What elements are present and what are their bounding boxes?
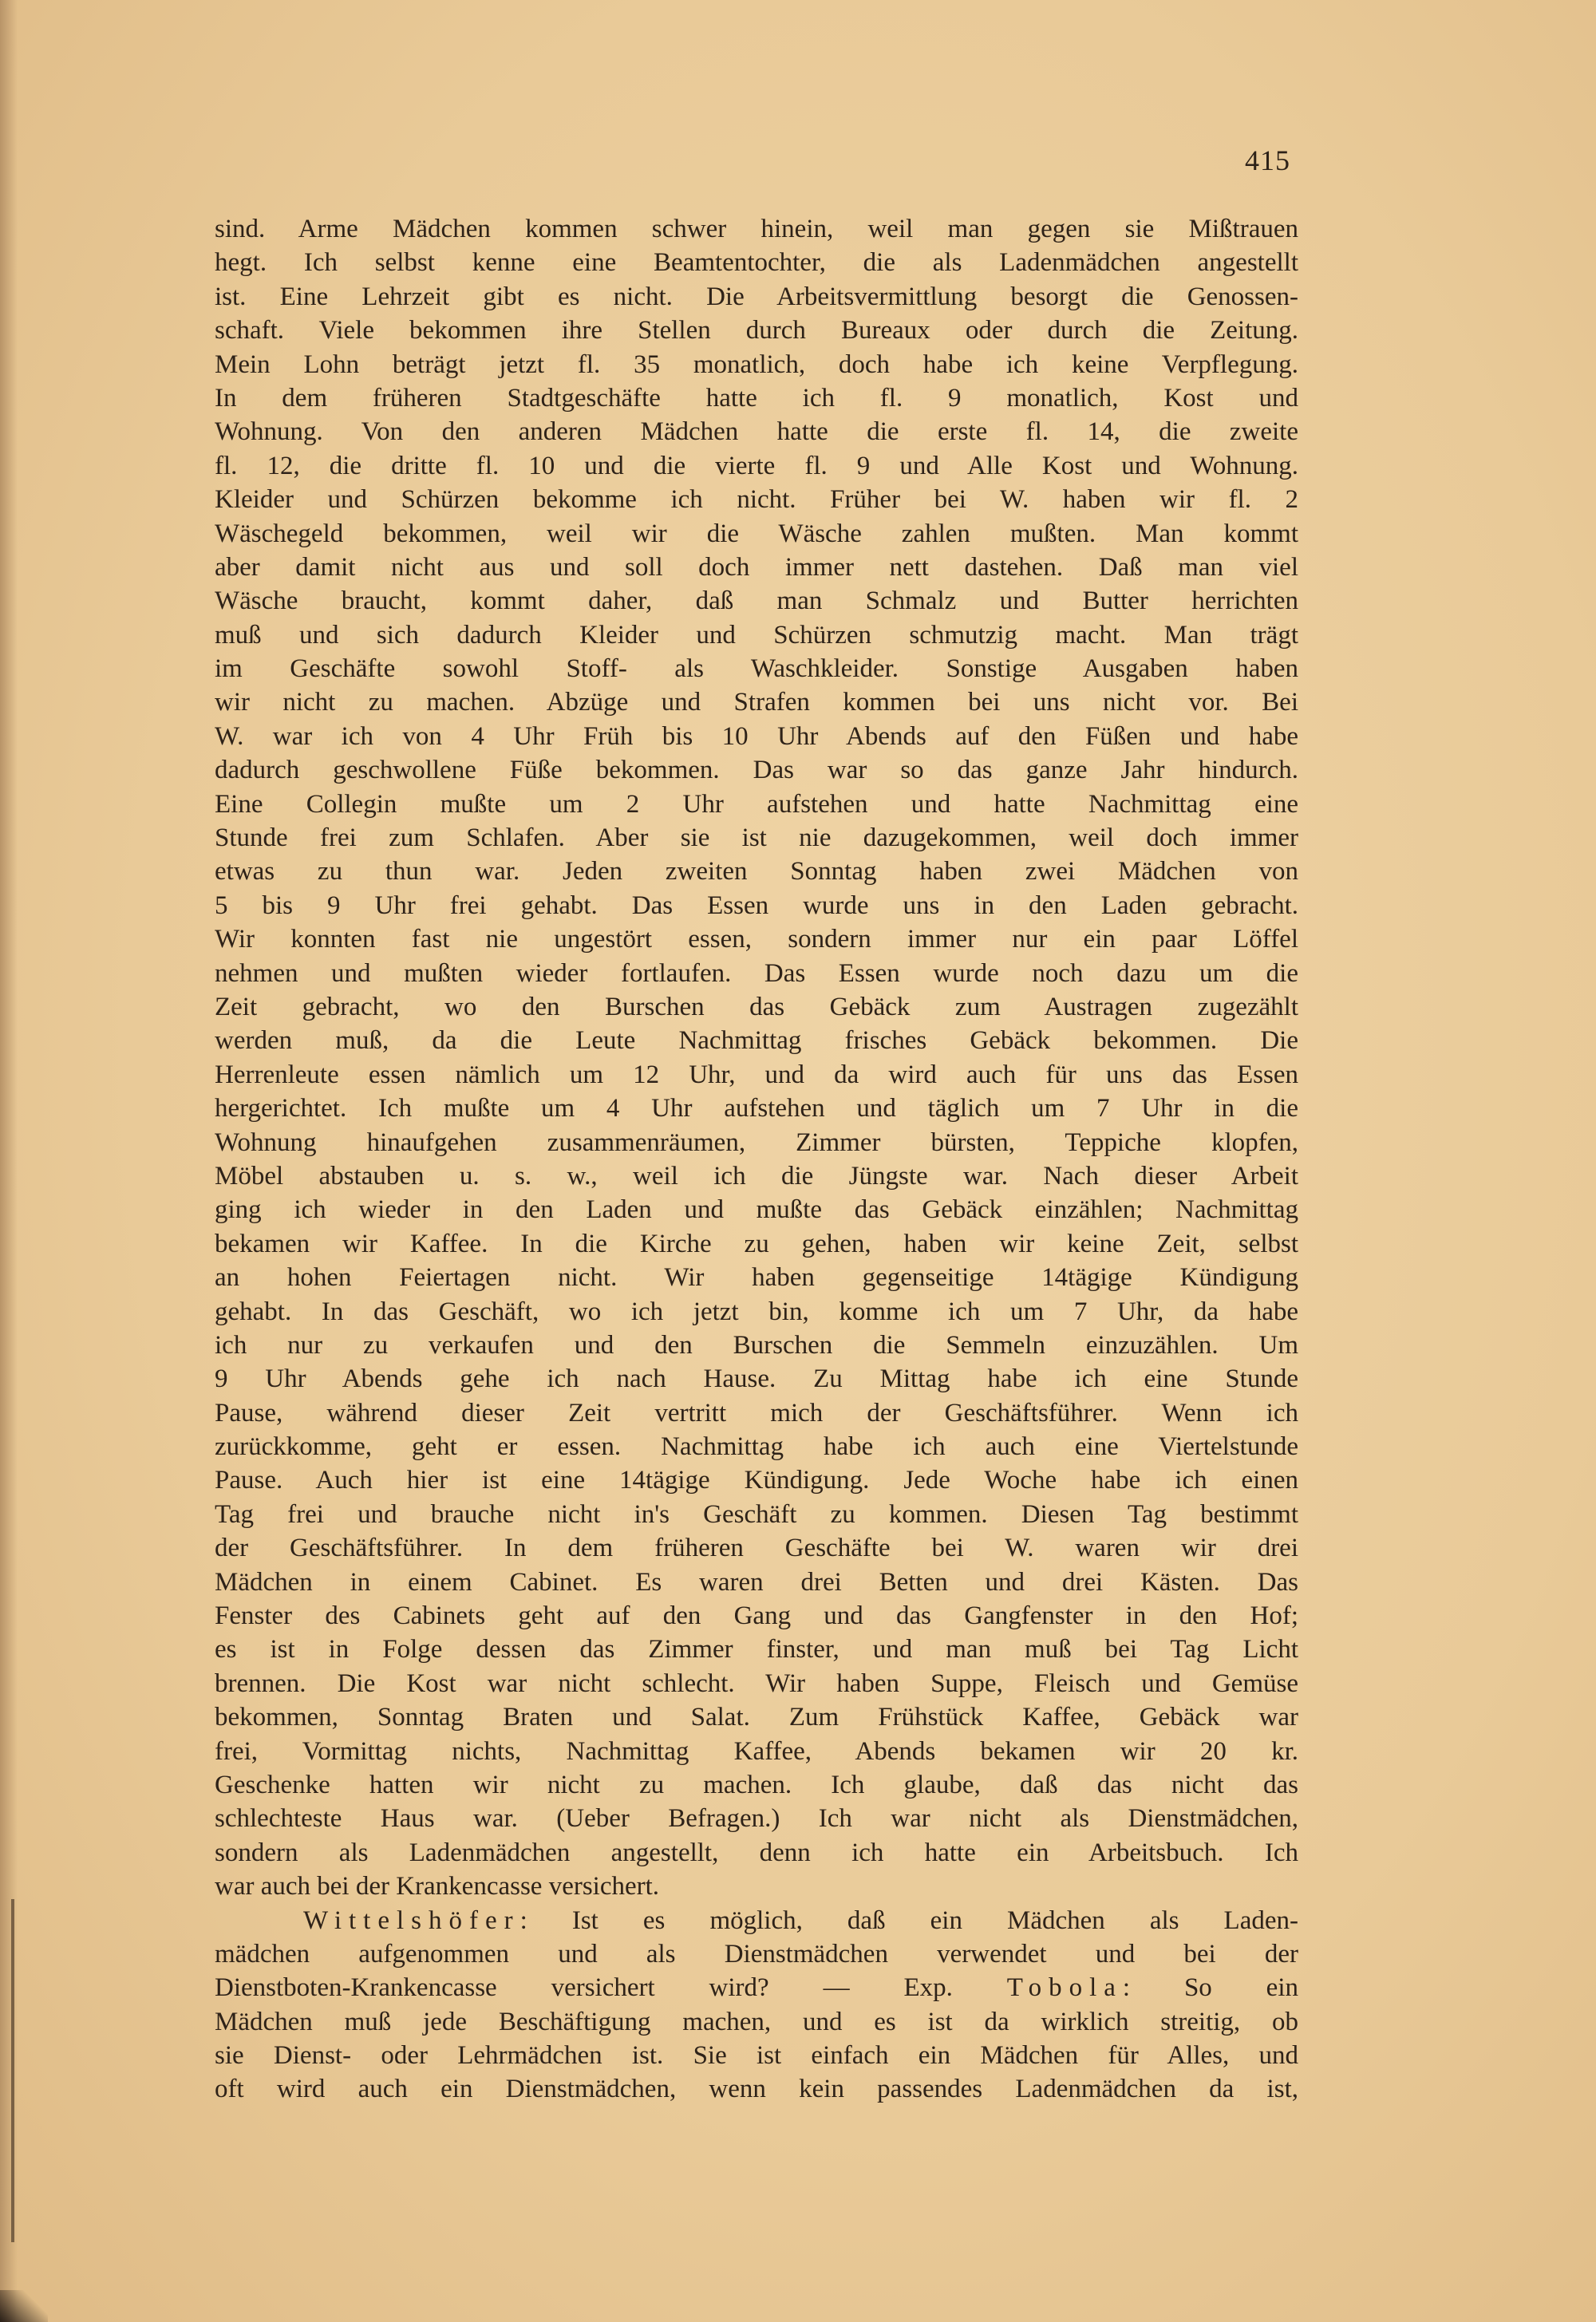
text-line xyxy=(215,1599,1298,1633)
text-line xyxy=(215,1463,1298,1497)
text-line xyxy=(215,449,1298,483)
text-line xyxy=(215,212,1298,246)
text-line xyxy=(215,584,1298,618)
text-line xyxy=(215,348,1298,381)
text-line xyxy=(215,1430,1298,1463)
speaker-name: Wittelshöfer xyxy=(303,1905,520,1935)
line-text: Kleider und Schürzen bekomme ich nicht. Früher bei W. haben wir fl. 2 xyxy=(215,485,1298,515)
line-text: hegt. Ich selbst kenne eine Beamtentochter, die als Ladenmädchen angestellt xyxy=(215,248,1298,278)
line-text: nehmen und mußten wieder fortlaufen. Das Essen wurde noch dazu um die xyxy=(215,958,1298,988)
text-line xyxy=(215,1193,1298,1226)
text-line xyxy=(215,1126,1298,1159)
text-line xyxy=(215,381,1298,415)
line-text: Pause, während dieser Zeit vertritt mich der Geschäftsführer. Wenn ich xyxy=(215,1398,1298,1428)
line-text: oft wird auch ein Dienstmädchen, wenn kein passendes Ladenmädchen da ist, xyxy=(215,2075,1298,2104)
line-text: Möbel abstauben u. s. w., weil ich die Jüngste war. Nach dieser Arbeit xyxy=(215,1161,1298,1191)
text-line xyxy=(215,889,1298,922)
line-text: war auch bei der Krankencasse versichert. xyxy=(215,1872,660,1901)
line-text: brennen. Die Kost war nicht schlecht. Wir haben Suppe, Fleisch und Gemüse xyxy=(215,1668,1298,1698)
text-line xyxy=(215,1362,1298,1396)
line-text: schlechteste Haus war. (Ueber Befragen.) Ich war nicht als Dienstmädchen, xyxy=(215,1804,1298,1834)
line-text: etwas zu thun war. Jeden zweiten Sonntag haben zwei Mädchen von xyxy=(215,857,1298,887)
line-text: der Geschäftsführer. In dem früheren Geschäfte bei W. waren wir drei xyxy=(215,1534,1298,1563)
line-text: sind. Arme Mädchen kommen schwer hinein, weil man gegen sie Mißtrauen xyxy=(215,215,1298,243)
line-text: gehabt. In das Geschäft, wo ich jetzt bin, komme ich um 7 Uhr, da habe xyxy=(215,1297,1298,1326)
text-line xyxy=(215,1971,1298,2004)
text-line xyxy=(215,990,1298,1024)
line-text: wir nicht zu machen. Abzüge und Strafen kommen bei uns nicht vor. Bei xyxy=(215,688,1298,717)
text-line xyxy=(215,483,1298,516)
text-line xyxy=(215,1261,1298,1294)
text-line xyxy=(215,1295,1298,1329)
text-line xyxy=(215,1329,1298,1362)
text-line xyxy=(215,1531,1298,1565)
line-text: Mein Lohn beträgt jetzt fl. 35 monatlich, doch habe ich keine Verpflegung. xyxy=(215,349,1298,379)
line-text: : Ist es möglich, daß ein Mädchen als Laden- xyxy=(519,1905,1298,1935)
line-text: aber damit nicht aus und soll doch immer nett dastehen. Daß man viel xyxy=(215,552,1298,582)
line-text: dadurch geschwollene Füße bekommen. Das war so das ganze Jahr hindurch. xyxy=(215,756,1298,785)
line-text: sie Dienst- oder Lehrmädchen ist. Sie ist einfach ein Mädchen für Alles, und xyxy=(215,2041,1298,2071)
line-text: muß und sich dadurch Kleider und Schürzen schmutzig macht. Man trägt xyxy=(215,620,1298,650)
text-line xyxy=(215,1667,1298,1700)
line-text: Fenster des Cabinets geht auf den Gang und das Gangfenster in den Hof; xyxy=(215,1601,1298,1631)
line-text: Wäsche braucht, kommt daher, daß man Schmalz und Butter herrichten xyxy=(215,586,1298,616)
body-text xyxy=(215,212,1298,2107)
line-text: Pause. Auch hier ist eine 14tägige Kündigung. Jede Woche habe ich einen xyxy=(215,1466,1298,1495)
text-line xyxy=(215,1227,1298,1261)
text-line xyxy=(215,1870,1298,1903)
text-line xyxy=(215,1633,1298,1666)
text-line xyxy=(215,652,1298,685)
line-text: Mädchen muß jede Beschäftigung machen, und es ist da wirklich streitig, ob xyxy=(215,2007,1298,2036)
line-text: 9 Uhr Abends gehe ich nach Hause. Zu Mittag habe ich eine Stunde xyxy=(215,1364,1298,1394)
speaker-name: Tobola xyxy=(1006,1973,1123,2003)
text-line xyxy=(215,1802,1298,1835)
line-text: Geschenke hatten wir nicht zu machen. Ich glaube, daß das nicht das xyxy=(215,1770,1298,1799)
page-edge-shadow xyxy=(0,0,18,2322)
text-line xyxy=(215,1396,1298,1430)
text-line xyxy=(215,246,1298,279)
line-text: zurückkomme, geht er essen. Nachmittag habe ich auch eine Viertelstunde xyxy=(215,1432,1298,1462)
line-text: ist. Eine Lehrzeit gibt es nicht. Die Arbeitsvermittlung besorgt die Genossen- xyxy=(215,282,1298,311)
line-text: schaft. Viele bekommen ihre Stellen durch Bureaux oder durch die Zeitung. xyxy=(215,316,1298,346)
line-text: Wir konnten fast nie ungestört essen, sondern immer nur ein paar Löffel xyxy=(215,925,1298,954)
text-line xyxy=(215,314,1298,347)
text-line xyxy=(215,788,1298,821)
line-text: im Geschäfte sowohl Stoff- als Waschkleider. Sonstige Ausgaben haben xyxy=(215,654,1298,684)
line-text: ging ich wieder in den Laden und mußte das Gebäck einzählen; Nachmittag xyxy=(215,1195,1298,1225)
paragraph xyxy=(215,212,1298,1904)
text-line xyxy=(215,685,1298,719)
text-line xyxy=(215,821,1298,855)
line-text: Stunde frei zum Schlafen. Aber sie ist nie dazugekommen, weil doch immer xyxy=(215,823,1298,853)
line-text: ich nur zu verkaufen und den Burschen die Semmeln einzuzählen. Um xyxy=(215,1330,1298,1360)
line-text: frei, Vormittag nichts, Nachmittag Kaffee, Abends bekamen wir 20 kr. xyxy=(215,1736,1298,1766)
line-text: Wohnung hinaufgehen zusammenräumen, Zimmer bürsten, Teppiche klopfen, xyxy=(215,1127,1298,1157)
page-number: 415 xyxy=(1245,144,1290,176)
text-line xyxy=(215,720,1298,753)
text-line xyxy=(215,753,1298,787)
text-line xyxy=(215,2039,1298,2072)
text-line xyxy=(215,1092,1298,1125)
line-text: Wäschegeld bekommen, weil wir die Wäsche zahlen mußten. Man kommt xyxy=(215,519,1298,548)
line-text: fl. 12, die dritte fl. 10 und die vierte fl. 9 und Alle Kost und Wohnung. xyxy=(215,451,1298,480)
line-text: Mädchen in einem Cabinet. Es waren drei Betten und drei Kästen. Das xyxy=(215,1567,1298,1597)
line-text: mädchen aufgenommen und als Dienstmädchen verwendet und bei der xyxy=(215,1939,1298,1969)
line-text: : So ein xyxy=(1122,1973,1298,2003)
binding-edge-mark xyxy=(11,1899,14,2242)
line-text: Zeit gebracht, wo den Burschen das Gebäck zum Austragen zugezählt xyxy=(215,992,1298,1021)
text-line xyxy=(215,957,1298,990)
text-line xyxy=(215,922,1298,956)
line-text: es ist in Folge dessen das Zimmer finster, und man muß bei Tag Licht xyxy=(215,1635,1298,1664)
text-line xyxy=(215,855,1298,888)
text-line xyxy=(215,1768,1298,1802)
text-line xyxy=(215,551,1298,584)
line-text: Herrenleute essen nämlich um 12 Uhr, und da wird auch für uns das Essen xyxy=(215,1060,1298,1089)
line-text: hergerichtet. Ich mußte um 4 Uhr aufstehen und täglich um 7 Uhr in die xyxy=(215,1094,1298,1123)
text-line xyxy=(215,2072,1298,2106)
text-line xyxy=(215,2005,1298,2039)
text-line xyxy=(215,1836,1298,1870)
text-line xyxy=(215,415,1298,448)
text-line xyxy=(215,1159,1298,1193)
text-line xyxy=(215,517,1298,551)
text-line xyxy=(215,1566,1298,1599)
text-line xyxy=(215,1700,1298,1734)
page-corner-shadow xyxy=(0,2290,48,2322)
line-text: Dienstboten-Krankencasse versichert wird? — Exp. xyxy=(215,1973,1007,2003)
line-text: In dem früheren Stadtgeschäfte hatte ich fl. 9 monatlich, Kost und xyxy=(215,383,1298,413)
line-text: Eine Collegin mußte um 2 Uhr aufstehen und hatte Nachmittag eine xyxy=(215,789,1298,819)
paragraph xyxy=(215,1904,1298,2107)
text-line xyxy=(215,1498,1298,1531)
line-text: bekommen, Sonntag Braten und Salat. Zum Frühstück Kaffee, Gebäck war xyxy=(215,1703,1298,1732)
line-text: sondern als Ladenmädchen angestellt, denn ich hatte ein Arbeitsbuch. Ich xyxy=(215,1838,1298,1867)
line-text: Wohnung. Von den anderen Mädchen hatte die erste fl. 14, die zweite xyxy=(215,417,1298,447)
text-line xyxy=(215,1058,1298,1092)
text-line xyxy=(215,1735,1298,1768)
text-line xyxy=(215,280,1298,314)
line-text: an hohen Feiertagen nicht. Wir haben gegenseitige 14tägige Kündigung xyxy=(215,1263,1298,1293)
text-line xyxy=(215,1024,1298,1057)
line-text: werden muß, da die Leute Nachmittag frisches Gebäck bekommen. Die xyxy=(215,1026,1298,1056)
line-text: W. war ich von 4 Uhr Früh bis 10 Uhr Abends auf den Füßen und habe xyxy=(215,721,1298,751)
text-line xyxy=(215,1904,1298,1937)
line-text: bekamen wir Kaffee. In die Kirche zu gehen, haben wir keine Zeit, selbst xyxy=(215,1229,1298,1258)
line-text: 5 bis 9 Uhr frei gehabt. Das Essen wurde uns in den Laden gebracht. xyxy=(215,890,1298,920)
text-line xyxy=(215,1937,1298,1971)
text-line xyxy=(215,618,1298,652)
line-text: Tag frei und brauche nicht in's Geschäft zu kommen. Diesen Tag bestimmt xyxy=(215,1499,1298,1529)
